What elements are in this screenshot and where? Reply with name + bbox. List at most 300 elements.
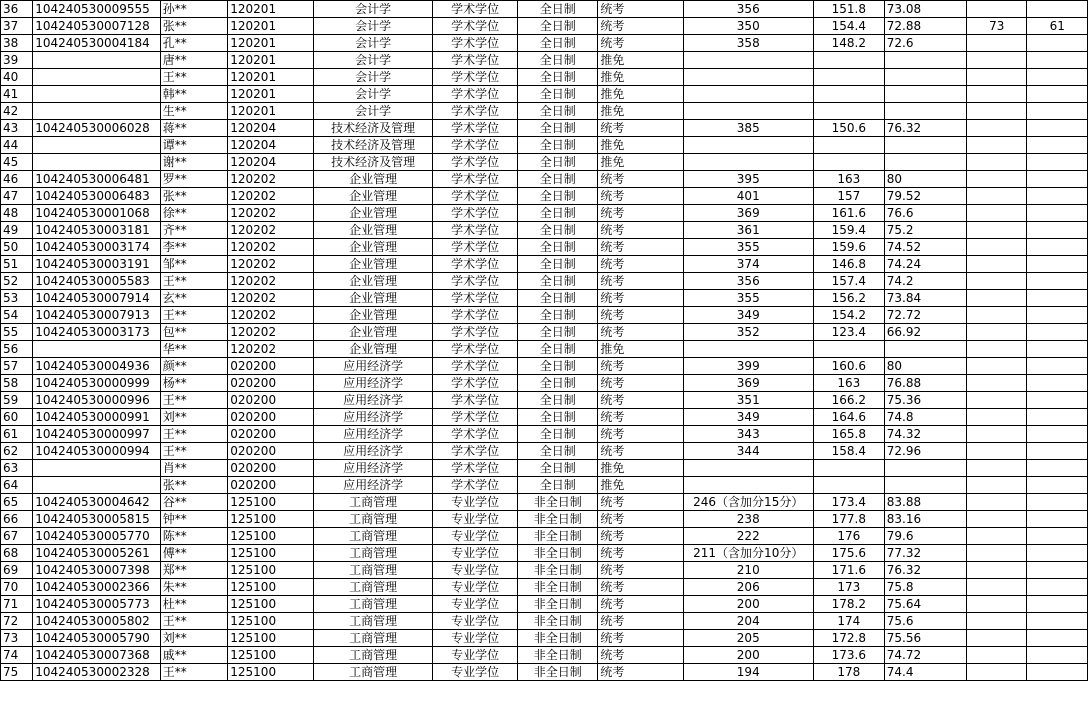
cell-total-score bbox=[884, 52, 966, 69]
cell-exam-id bbox=[33, 477, 160, 494]
cell-code: 120201 bbox=[228, 35, 314, 52]
cell-code: 120202 bbox=[228, 324, 314, 341]
cell-study-mode: 全日制 bbox=[518, 443, 598, 460]
cell-admission-type: 统考 bbox=[598, 239, 683, 256]
cell-name: 谢** bbox=[160, 154, 228, 171]
cell-retest-score: 123.4 bbox=[813, 324, 884, 341]
cell-study-mode: 非全日制 bbox=[518, 494, 598, 511]
cell-no: 45 bbox=[1, 154, 33, 171]
cell-admission-type: 统考 bbox=[598, 222, 683, 239]
cell-no: 44 bbox=[1, 137, 33, 154]
cell-degree-type: 学术学位 bbox=[433, 409, 518, 426]
cell-total-score: 77.32 bbox=[884, 545, 966, 562]
cell-code: 020200 bbox=[228, 392, 314, 409]
cell-major: 应用经济学 bbox=[314, 409, 433, 426]
cell-exam-id: 104240530006483 bbox=[33, 188, 160, 205]
cell-degree-type: 学术学位 bbox=[433, 460, 518, 477]
cell-code: 020200 bbox=[228, 443, 314, 460]
cell-extra2 bbox=[1027, 307, 1088, 324]
cell-initial-score: 205 bbox=[683, 630, 813, 647]
cell-major: 工商管理 bbox=[314, 647, 433, 664]
cell-name: 陈** bbox=[160, 528, 228, 545]
cell-total-score: 74.32 bbox=[884, 426, 966, 443]
cell-name: 孙** bbox=[160, 1, 228, 18]
cell-degree-type: 专业学位 bbox=[433, 494, 518, 511]
cell-degree-type: 学术学位 bbox=[433, 358, 518, 375]
cell-extra1 bbox=[967, 358, 1027, 375]
cell-study-mode: 全日制 bbox=[518, 86, 598, 103]
cell-major: 企业管理 bbox=[314, 256, 433, 273]
cell-no: 51 bbox=[1, 256, 33, 273]
cell-code: 120202 bbox=[228, 341, 314, 358]
cell-major: 企业管理 bbox=[314, 307, 433, 324]
cell-initial-score: 206 bbox=[683, 579, 813, 596]
cell-initial-score bbox=[683, 103, 813, 120]
cell-exam-id: 104240530000991 bbox=[33, 409, 160, 426]
table-row bbox=[1, 188, 1088, 205]
cell-extra1 bbox=[967, 596, 1027, 613]
cell-study-mode: 全日制 bbox=[518, 273, 598, 290]
cell-retest-score: 154.2 bbox=[813, 307, 884, 324]
cell-major: 企业管理 bbox=[314, 239, 433, 256]
cell-total-score: 75.2 bbox=[884, 222, 966, 239]
cell-major: 企业管理 bbox=[314, 222, 433, 239]
cell-code: 120201 bbox=[228, 103, 314, 120]
cell-name: 唐** bbox=[160, 52, 228, 69]
cell-name: 郑** bbox=[160, 562, 228, 579]
cell-admission-type: 统考 bbox=[598, 528, 683, 545]
cell-retest-score: 163 bbox=[813, 375, 884, 392]
cell-major: 应用经济学 bbox=[314, 358, 433, 375]
cell-initial-score: 204 bbox=[683, 613, 813, 630]
cell-no: 58 bbox=[1, 375, 33, 392]
cell-code: 125100 bbox=[228, 528, 314, 545]
cell-initial-score: 238 bbox=[683, 511, 813, 528]
cell-degree-type: 专业学位 bbox=[433, 664, 518, 681]
cell-major: 技术经济及管理 bbox=[314, 120, 433, 137]
cell-code: 125100 bbox=[228, 545, 314, 562]
cell-extra1 bbox=[967, 1, 1027, 18]
cell-no: 37 bbox=[1, 18, 33, 35]
cell-exam-id: 104240530007398 bbox=[33, 562, 160, 579]
cell-degree-type: 学术学位 bbox=[433, 86, 518, 103]
cell-degree-type: 学术学位 bbox=[433, 256, 518, 273]
cell-extra1 bbox=[967, 613, 1027, 630]
cell-degree-type: 学术学位 bbox=[433, 307, 518, 324]
cell-retest-score bbox=[813, 69, 884, 86]
table-row bbox=[1, 528, 1088, 545]
cell-exam-id: 104240530004184 bbox=[33, 35, 160, 52]
cell-extra2 bbox=[1027, 154, 1088, 171]
cell-code: 120202 bbox=[228, 273, 314, 290]
cell-no: 56 bbox=[1, 341, 33, 358]
cell-admission-type: 推免 bbox=[598, 52, 683, 69]
cell-exam-id: 104240530000997 bbox=[33, 426, 160, 443]
cell-total-score bbox=[884, 460, 966, 477]
cell-degree-type: 专业学位 bbox=[433, 613, 518, 630]
table-row bbox=[1, 647, 1088, 664]
cell-extra2: 61 bbox=[1027, 18, 1088, 35]
cell-name: 王** bbox=[160, 273, 228, 290]
cell-extra2 bbox=[1027, 596, 1088, 613]
cell-total-score bbox=[884, 341, 966, 358]
cell-admission-type: 统考 bbox=[598, 426, 683, 443]
cell-degree-type: 学术学位 bbox=[433, 137, 518, 154]
cell-study-mode: 全日制 bbox=[518, 171, 598, 188]
cell-study-mode: 非全日制 bbox=[518, 511, 598, 528]
cell-name: 李** bbox=[160, 239, 228, 256]
cell-degree-type: 专业学位 bbox=[433, 511, 518, 528]
cell-retest-score: 157 bbox=[813, 188, 884, 205]
cell-major: 应用经济学 bbox=[314, 375, 433, 392]
cell-extra2 bbox=[1027, 528, 1088, 545]
cell-extra1 bbox=[967, 154, 1027, 171]
cell-extra1 bbox=[967, 324, 1027, 341]
cell-extra1 bbox=[967, 375, 1027, 392]
cell-exam-id: 104240530000999 bbox=[33, 375, 160, 392]
cell-retest-score: 161.6 bbox=[813, 205, 884, 222]
cell-total-score: 72.72 bbox=[884, 307, 966, 324]
cell-admission-type: 统考 bbox=[598, 375, 683, 392]
cell-study-mode: 全日制 bbox=[518, 120, 598, 137]
cell-code: 020200 bbox=[228, 358, 314, 375]
table-row bbox=[1, 222, 1088, 239]
cell-total-score: 79.52 bbox=[884, 188, 966, 205]
cell-extra2 bbox=[1027, 511, 1088, 528]
table-row bbox=[1, 35, 1088, 52]
cell-admission-type: 统考 bbox=[598, 392, 683, 409]
cell-total-score: 76.88 bbox=[884, 375, 966, 392]
cell-no: 50 bbox=[1, 239, 33, 256]
cell-retest-score: 177.8 bbox=[813, 511, 884, 528]
cell-total-score: 76.32 bbox=[884, 120, 966, 137]
cell-extra1: 73 bbox=[967, 18, 1027, 35]
cell-degree-type: 学术学位 bbox=[433, 103, 518, 120]
cell-name: 王** bbox=[160, 426, 228, 443]
cell-major: 工商管理 bbox=[314, 511, 433, 528]
cell-study-mode: 全日制 bbox=[518, 188, 598, 205]
cell-retest-score: 156.2 bbox=[813, 290, 884, 307]
cell-extra2 bbox=[1027, 222, 1088, 239]
cell-admission-type: 统考 bbox=[598, 545, 683, 562]
cell-study-mode: 非全日制 bbox=[518, 664, 598, 681]
cell-degree-type: 学术学位 bbox=[433, 426, 518, 443]
cell-degree-type: 学术学位 bbox=[433, 154, 518, 171]
cell-total-score: 75.36 bbox=[884, 392, 966, 409]
cell-retest-score bbox=[813, 341, 884, 358]
cell-study-mode: 全日制 bbox=[518, 222, 598, 239]
cell-exam-id: 104240530005802 bbox=[33, 613, 160, 630]
cell-exam-id bbox=[33, 341, 160, 358]
cell-admission-type: 统考 bbox=[598, 188, 683, 205]
cell-code: 125100 bbox=[228, 562, 314, 579]
cell-exam-id: 104240530005261 bbox=[33, 545, 160, 562]
table-row bbox=[1, 290, 1088, 307]
cell-admission-type: 统考 bbox=[598, 562, 683, 579]
cell-total-score: 79.6 bbox=[884, 528, 966, 545]
cell-retest-score: 175.6 bbox=[813, 545, 884, 562]
cell-initial-score: 349 bbox=[683, 409, 813, 426]
cell-name: 玄** bbox=[160, 290, 228, 307]
cell-study-mode: 全日制 bbox=[518, 477, 598, 494]
cell-extra2 bbox=[1027, 1, 1088, 18]
cell-major: 工商管理 bbox=[314, 664, 433, 681]
cell-code: 120201 bbox=[228, 52, 314, 69]
cell-retest-score: 166.2 bbox=[813, 392, 884, 409]
cell-no: 70 bbox=[1, 579, 33, 596]
cell-extra1 bbox=[967, 205, 1027, 222]
cell-major: 应用经济学 bbox=[314, 392, 433, 409]
cell-name: 王** bbox=[160, 613, 228, 630]
cell-extra1 bbox=[967, 409, 1027, 426]
cell-name: 肖** bbox=[160, 460, 228, 477]
cell-extra2 bbox=[1027, 613, 1088, 630]
cell-extra1 bbox=[967, 256, 1027, 273]
cell-study-mode: 全日制 bbox=[518, 239, 598, 256]
cell-major: 技术经济及管理 bbox=[314, 154, 433, 171]
cell-study-mode: 全日制 bbox=[518, 341, 598, 358]
cell-initial-score: 395 bbox=[683, 171, 813, 188]
cell-extra2 bbox=[1027, 562, 1088, 579]
table-row bbox=[1, 494, 1088, 511]
cell-major: 技术经济及管理 bbox=[314, 137, 433, 154]
cell-admission-type: 推免 bbox=[598, 137, 683, 154]
cell-name: 傅** bbox=[160, 545, 228, 562]
cell-total-score bbox=[884, 477, 966, 494]
cell-exam-id bbox=[33, 460, 160, 477]
cell-extra1 bbox=[967, 664, 1027, 681]
cell-admission-type: 统考 bbox=[598, 35, 683, 52]
cell-exam-id: 104240530005773 bbox=[33, 596, 160, 613]
cell-initial-score bbox=[683, 137, 813, 154]
cell-code: 020200 bbox=[228, 375, 314, 392]
cell-name: 孔** bbox=[160, 35, 228, 52]
cell-initial-score: 351 bbox=[683, 392, 813, 409]
cell-major: 企业管理 bbox=[314, 188, 433, 205]
cell-major: 会计学 bbox=[314, 18, 433, 35]
cell-extra1 bbox=[967, 273, 1027, 290]
table-row bbox=[1, 511, 1088, 528]
table-row bbox=[1, 137, 1088, 154]
cell-name: 蒋** bbox=[160, 120, 228, 137]
cell-initial-score: 343 bbox=[683, 426, 813, 443]
cell-study-mode: 全日制 bbox=[518, 290, 598, 307]
cell-degree-type: 学术学位 bbox=[433, 392, 518, 409]
table-row bbox=[1, 375, 1088, 392]
cell-initial-score: 399 bbox=[683, 358, 813, 375]
table-row bbox=[1, 205, 1088, 222]
cell-retest-score: 163 bbox=[813, 171, 884, 188]
cell-name: 生** bbox=[160, 103, 228, 120]
cell-code: 120202 bbox=[228, 307, 314, 324]
cell-exam-id bbox=[33, 86, 160, 103]
cell-total-score: 74.52 bbox=[884, 239, 966, 256]
cell-exam-id: 104240530004936 bbox=[33, 358, 160, 375]
cell-major: 应用经济学 bbox=[314, 426, 433, 443]
cell-initial-score: 349 bbox=[683, 307, 813, 324]
cell-exam-id: 104240530003173 bbox=[33, 324, 160, 341]
table-row bbox=[1, 171, 1088, 188]
cell-total-score: 83.88 bbox=[884, 494, 966, 511]
cell-name: 朱** bbox=[160, 579, 228, 596]
cell-extra1 bbox=[967, 137, 1027, 154]
cell-no: 73 bbox=[1, 630, 33, 647]
cell-admission-type: 推免 bbox=[598, 154, 683, 171]
cell-total-score bbox=[884, 69, 966, 86]
cell-no: 74 bbox=[1, 647, 33, 664]
cell-code: 020200 bbox=[228, 477, 314, 494]
cell-retest-score: 154.4 bbox=[813, 18, 884, 35]
cell-code: 120201 bbox=[228, 69, 314, 86]
cell-no: 67 bbox=[1, 528, 33, 545]
cell-extra2 bbox=[1027, 205, 1088, 222]
cell-no: 64 bbox=[1, 477, 33, 494]
cell-admission-type: 统考 bbox=[598, 120, 683, 137]
cell-initial-score: 374 bbox=[683, 256, 813, 273]
cell-degree-type: 专业学位 bbox=[433, 596, 518, 613]
cell-code: 125100 bbox=[228, 511, 314, 528]
cell-initial-score: 355 bbox=[683, 239, 813, 256]
table-row bbox=[1, 69, 1088, 86]
cell-total-score: 75.8 bbox=[884, 579, 966, 596]
cell-total-score: 74.72 bbox=[884, 647, 966, 664]
cell-initial-score: 200 bbox=[683, 596, 813, 613]
cell-major: 会计学 bbox=[314, 103, 433, 120]
table-row bbox=[1, 86, 1088, 103]
cell-admission-type: 统考 bbox=[598, 630, 683, 647]
cell-extra2 bbox=[1027, 52, 1088, 69]
cell-total-score: 66.92 bbox=[884, 324, 966, 341]
table-row bbox=[1, 307, 1088, 324]
cell-code: 120202 bbox=[228, 239, 314, 256]
cell-retest-score: 178 bbox=[813, 664, 884, 681]
cell-extra2 bbox=[1027, 477, 1088, 494]
cell-no: 57 bbox=[1, 358, 33, 375]
cell-study-mode: 全日制 bbox=[518, 358, 598, 375]
cell-study-mode: 全日制 bbox=[518, 460, 598, 477]
cell-admission-type: 统考 bbox=[598, 307, 683, 324]
cell-degree-type: 专业学位 bbox=[433, 579, 518, 596]
cell-extra2 bbox=[1027, 664, 1088, 681]
cell-degree-type: 专业学位 bbox=[433, 630, 518, 647]
cell-extra2 bbox=[1027, 443, 1088, 460]
cell-study-mode: 非全日制 bbox=[518, 545, 598, 562]
cell-retest-score: 173.6 bbox=[813, 647, 884, 664]
cell-code: 120202 bbox=[228, 256, 314, 273]
cell-extra1 bbox=[967, 103, 1027, 120]
cell-major: 工商管理 bbox=[314, 562, 433, 579]
cell-extra2 bbox=[1027, 239, 1088, 256]
cell-extra1 bbox=[967, 69, 1027, 86]
cell-name: 韩** bbox=[160, 86, 228, 103]
cell-extra1 bbox=[967, 494, 1027, 511]
cell-study-mode: 非全日制 bbox=[518, 528, 598, 545]
cell-name: 王** bbox=[160, 69, 228, 86]
cell-exam-id: 104240530009555 bbox=[33, 1, 160, 18]
cell-name: 杨** bbox=[160, 375, 228, 392]
cell-study-mode: 全日制 bbox=[518, 205, 598, 222]
cell-degree-type: 学术学位 bbox=[433, 18, 518, 35]
cell-degree-type: 学术学位 bbox=[433, 188, 518, 205]
cell-retest-score: 173 bbox=[813, 579, 884, 596]
cell-name: 包** bbox=[160, 324, 228, 341]
cell-admission-type: 统考 bbox=[598, 256, 683, 273]
cell-name: 杜** bbox=[160, 596, 228, 613]
cell-name: 颜** bbox=[160, 358, 228, 375]
cell-no: 36 bbox=[1, 1, 33, 18]
cell-initial-score bbox=[683, 460, 813, 477]
cell-code: 020200 bbox=[228, 460, 314, 477]
cell-retest-score bbox=[813, 154, 884, 171]
table-row bbox=[1, 1, 1088, 18]
cell-no: 40 bbox=[1, 69, 33, 86]
cell-initial-score: 401 bbox=[683, 188, 813, 205]
table-row bbox=[1, 596, 1088, 613]
table-body bbox=[1, 1, 1088, 681]
cell-exam-id: 104240530002328 bbox=[33, 664, 160, 681]
table-row bbox=[1, 341, 1088, 358]
cell-extra2 bbox=[1027, 103, 1088, 120]
table-row bbox=[1, 630, 1088, 647]
cell-extra2 bbox=[1027, 341, 1088, 358]
cell-no: 53 bbox=[1, 290, 33, 307]
cell-total-score: 80 bbox=[884, 358, 966, 375]
cell-name: 张** bbox=[160, 18, 228, 35]
cell-no: 63 bbox=[1, 460, 33, 477]
cell-extra2 bbox=[1027, 460, 1088, 477]
cell-major: 企业管理 bbox=[314, 273, 433, 290]
cell-extra1 bbox=[967, 239, 1027, 256]
cell-initial-score bbox=[683, 86, 813, 103]
cell-retest-score: 151.8 bbox=[813, 1, 884, 18]
cell-retest-score: 146.8 bbox=[813, 256, 884, 273]
cell-extra2 bbox=[1027, 188, 1088, 205]
cell-extra2 bbox=[1027, 324, 1088, 341]
cell-extra2 bbox=[1027, 35, 1088, 52]
cell-initial-score: 200 bbox=[683, 647, 813, 664]
cell-major: 工商管理 bbox=[314, 596, 433, 613]
cell-retest-score: 174 bbox=[813, 613, 884, 630]
cell-extra1 bbox=[967, 443, 1027, 460]
cell-extra2 bbox=[1027, 579, 1088, 596]
cell-code: 125100 bbox=[228, 613, 314, 630]
cell-initial-score: 355 bbox=[683, 290, 813, 307]
cell-exam-id: 104240530003174 bbox=[33, 239, 160, 256]
table-row bbox=[1, 358, 1088, 375]
cell-name: 华** bbox=[160, 341, 228, 358]
cell-extra1 bbox=[967, 511, 1027, 528]
cell-retest-score bbox=[813, 52, 884, 69]
cell-total-score: 75.6 bbox=[884, 613, 966, 630]
cell-extra2 bbox=[1027, 273, 1088, 290]
cell-name: 张** bbox=[160, 188, 228, 205]
table-row bbox=[1, 460, 1088, 477]
cell-retest-score: 172.8 bbox=[813, 630, 884, 647]
cell-initial-score: 369 bbox=[683, 375, 813, 392]
cell-initial-score: 385 bbox=[683, 120, 813, 137]
cell-admission-type: 统考 bbox=[598, 494, 683, 511]
cell-no: 72 bbox=[1, 613, 33, 630]
cell-initial-score: 222 bbox=[683, 528, 813, 545]
table-row bbox=[1, 239, 1088, 256]
cell-degree-type: 学术学位 bbox=[433, 239, 518, 256]
cell-exam-id: 104240530007368 bbox=[33, 647, 160, 664]
table-row bbox=[1, 579, 1088, 596]
cell-study-mode: 全日制 bbox=[518, 1, 598, 18]
cell-admission-type: 统考 bbox=[598, 324, 683, 341]
cell-admission-type: 统考 bbox=[598, 613, 683, 630]
table-row bbox=[1, 154, 1088, 171]
